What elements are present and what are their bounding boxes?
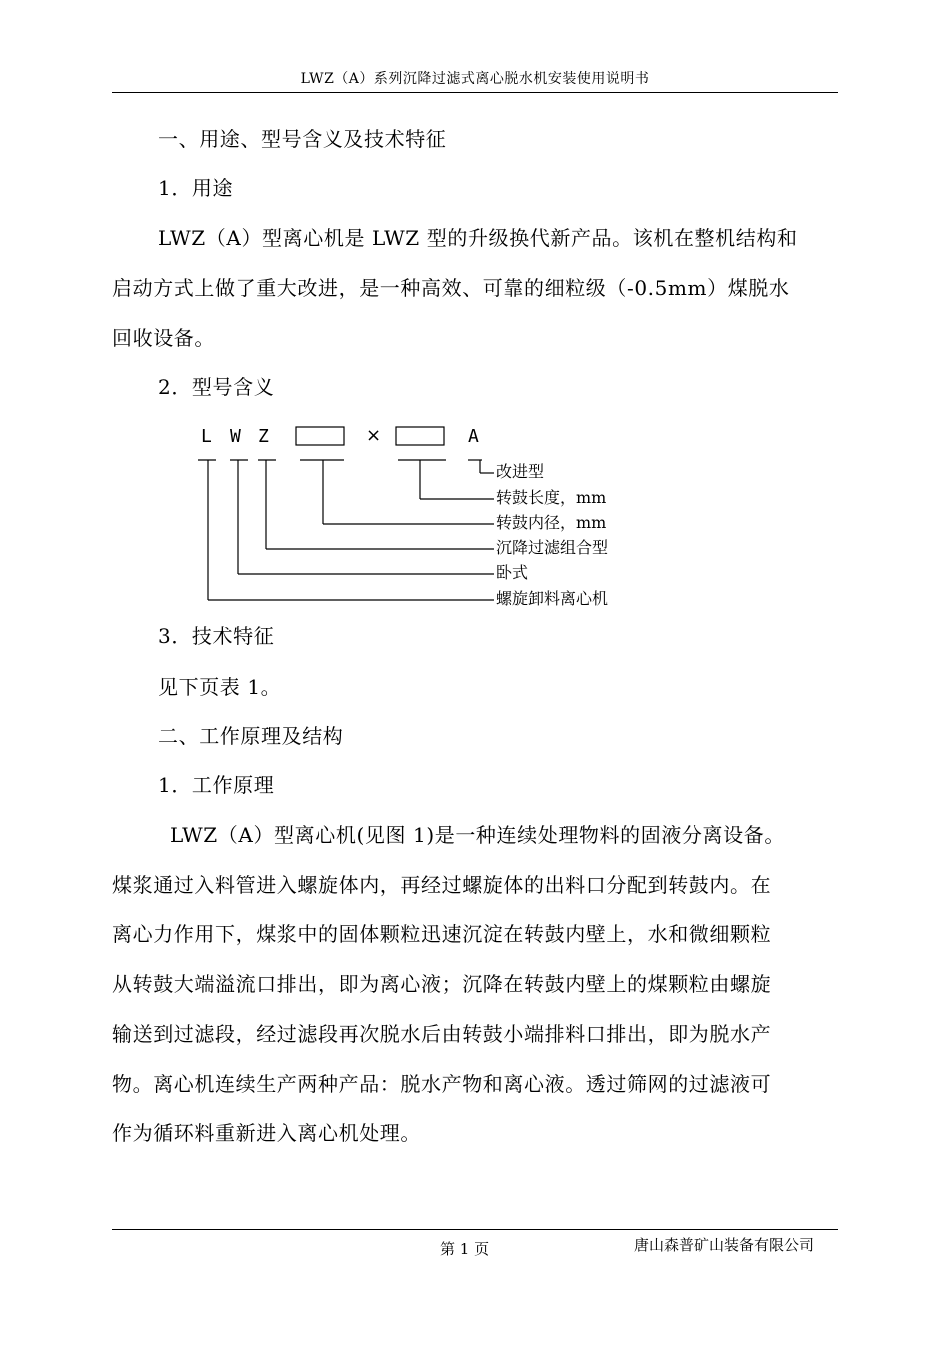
paragraph-line: 煤浆通过入料管进入螺旋体内，再经过螺旋体的出料口分配到转鼓内。在 [112, 873, 772, 897]
model-code-diagram [190, 420, 650, 620]
label-screw-centrifuge: 螺旋卸料离心机 [496, 589, 609, 608]
paragraph-line: 回收设备。 [112, 326, 215, 350]
code-letter-a: A [468, 426, 479, 447]
multiply-sign: × [366, 425, 382, 446]
paragraph-line: 离心力作用下，煤浆中的固体颗粒迅速沉淀在转鼓内壁上，水和微细颗粒 [112, 922, 772, 946]
paragraph-line: 启动方式上做了重大改进，是一种高效、可靠的细粒级（-0.5mm）煤脱水 [112, 276, 790, 300]
paragraph-line: 见下页表 1。 [158, 675, 282, 699]
subsection-1-1-heading: 1．用途 [158, 176, 234, 200]
paragraph-line: 输送到过滤段，经过滤段再次脱水后由转鼓小端排料口排出，即为脱水产 [112, 1022, 772, 1046]
page-number: 第 1 页 [440, 1240, 490, 1258]
label-horizontal: 卧式 [496, 563, 529, 582]
paragraph-line: 作为循环料重新进入离心机处理。 [112, 1121, 421, 1145]
label-drum-length: 转鼓长度，mm [496, 488, 607, 507]
paragraph-line: 物。离心机连续生产两种产品：脱水产物和离心液。透过筛网的过滤液可 [112, 1072, 772, 1096]
subsection-2-1-heading: 1．工作原理 [158, 773, 275, 797]
code-letter-z: Z [258, 426, 269, 447]
section-1-heading: 一、用途、型号含义及技术特征 [158, 127, 447, 151]
label-drum-diameter: 转鼓内径，mm [496, 513, 607, 532]
paragraph-line: LWZ（A）型离心机(见图 1)是一种连续处理物料的固液分离设备。 [170, 823, 785, 847]
subsection-1-2-heading: 2．型号含义 [158, 375, 275, 399]
label-improved-type: 改进型 [496, 462, 545, 481]
company-name: 唐山森普矿山装备有限公司 [634, 1236, 815, 1254]
label-sedimentation-filter: 沉降过滤组合型 [496, 538, 609, 557]
paragraph-line: 从转鼓大端溢流口排出，即为离心液；沉降在转鼓内壁上的煤颗粒由螺旋 [112, 972, 772, 996]
header-divider [112, 92, 838, 93]
subsection-1-3-heading: 3．技术特征 [158, 624, 275, 648]
code-letter-w: W [230, 426, 241, 447]
length-box [396, 427, 444, 445]
diameter-box [296, 427, 344, 445]
section-2-heading: 二、工作原理及结构 [158, 724, 344, 748]
footer-divider [112, 1229, 838, 1230]
code-letter-l: L [201, 426, 212, 447]
paragraph-line: LWZ（A）型离心机是 LWZ 型的升级换代新产品。该机在整机结构和 [158, 226, 798, 250]
header-title: LWZ（A）系列沉降过滤式离心脱水机安装使用说明书 [300, 71, 650, 87]
